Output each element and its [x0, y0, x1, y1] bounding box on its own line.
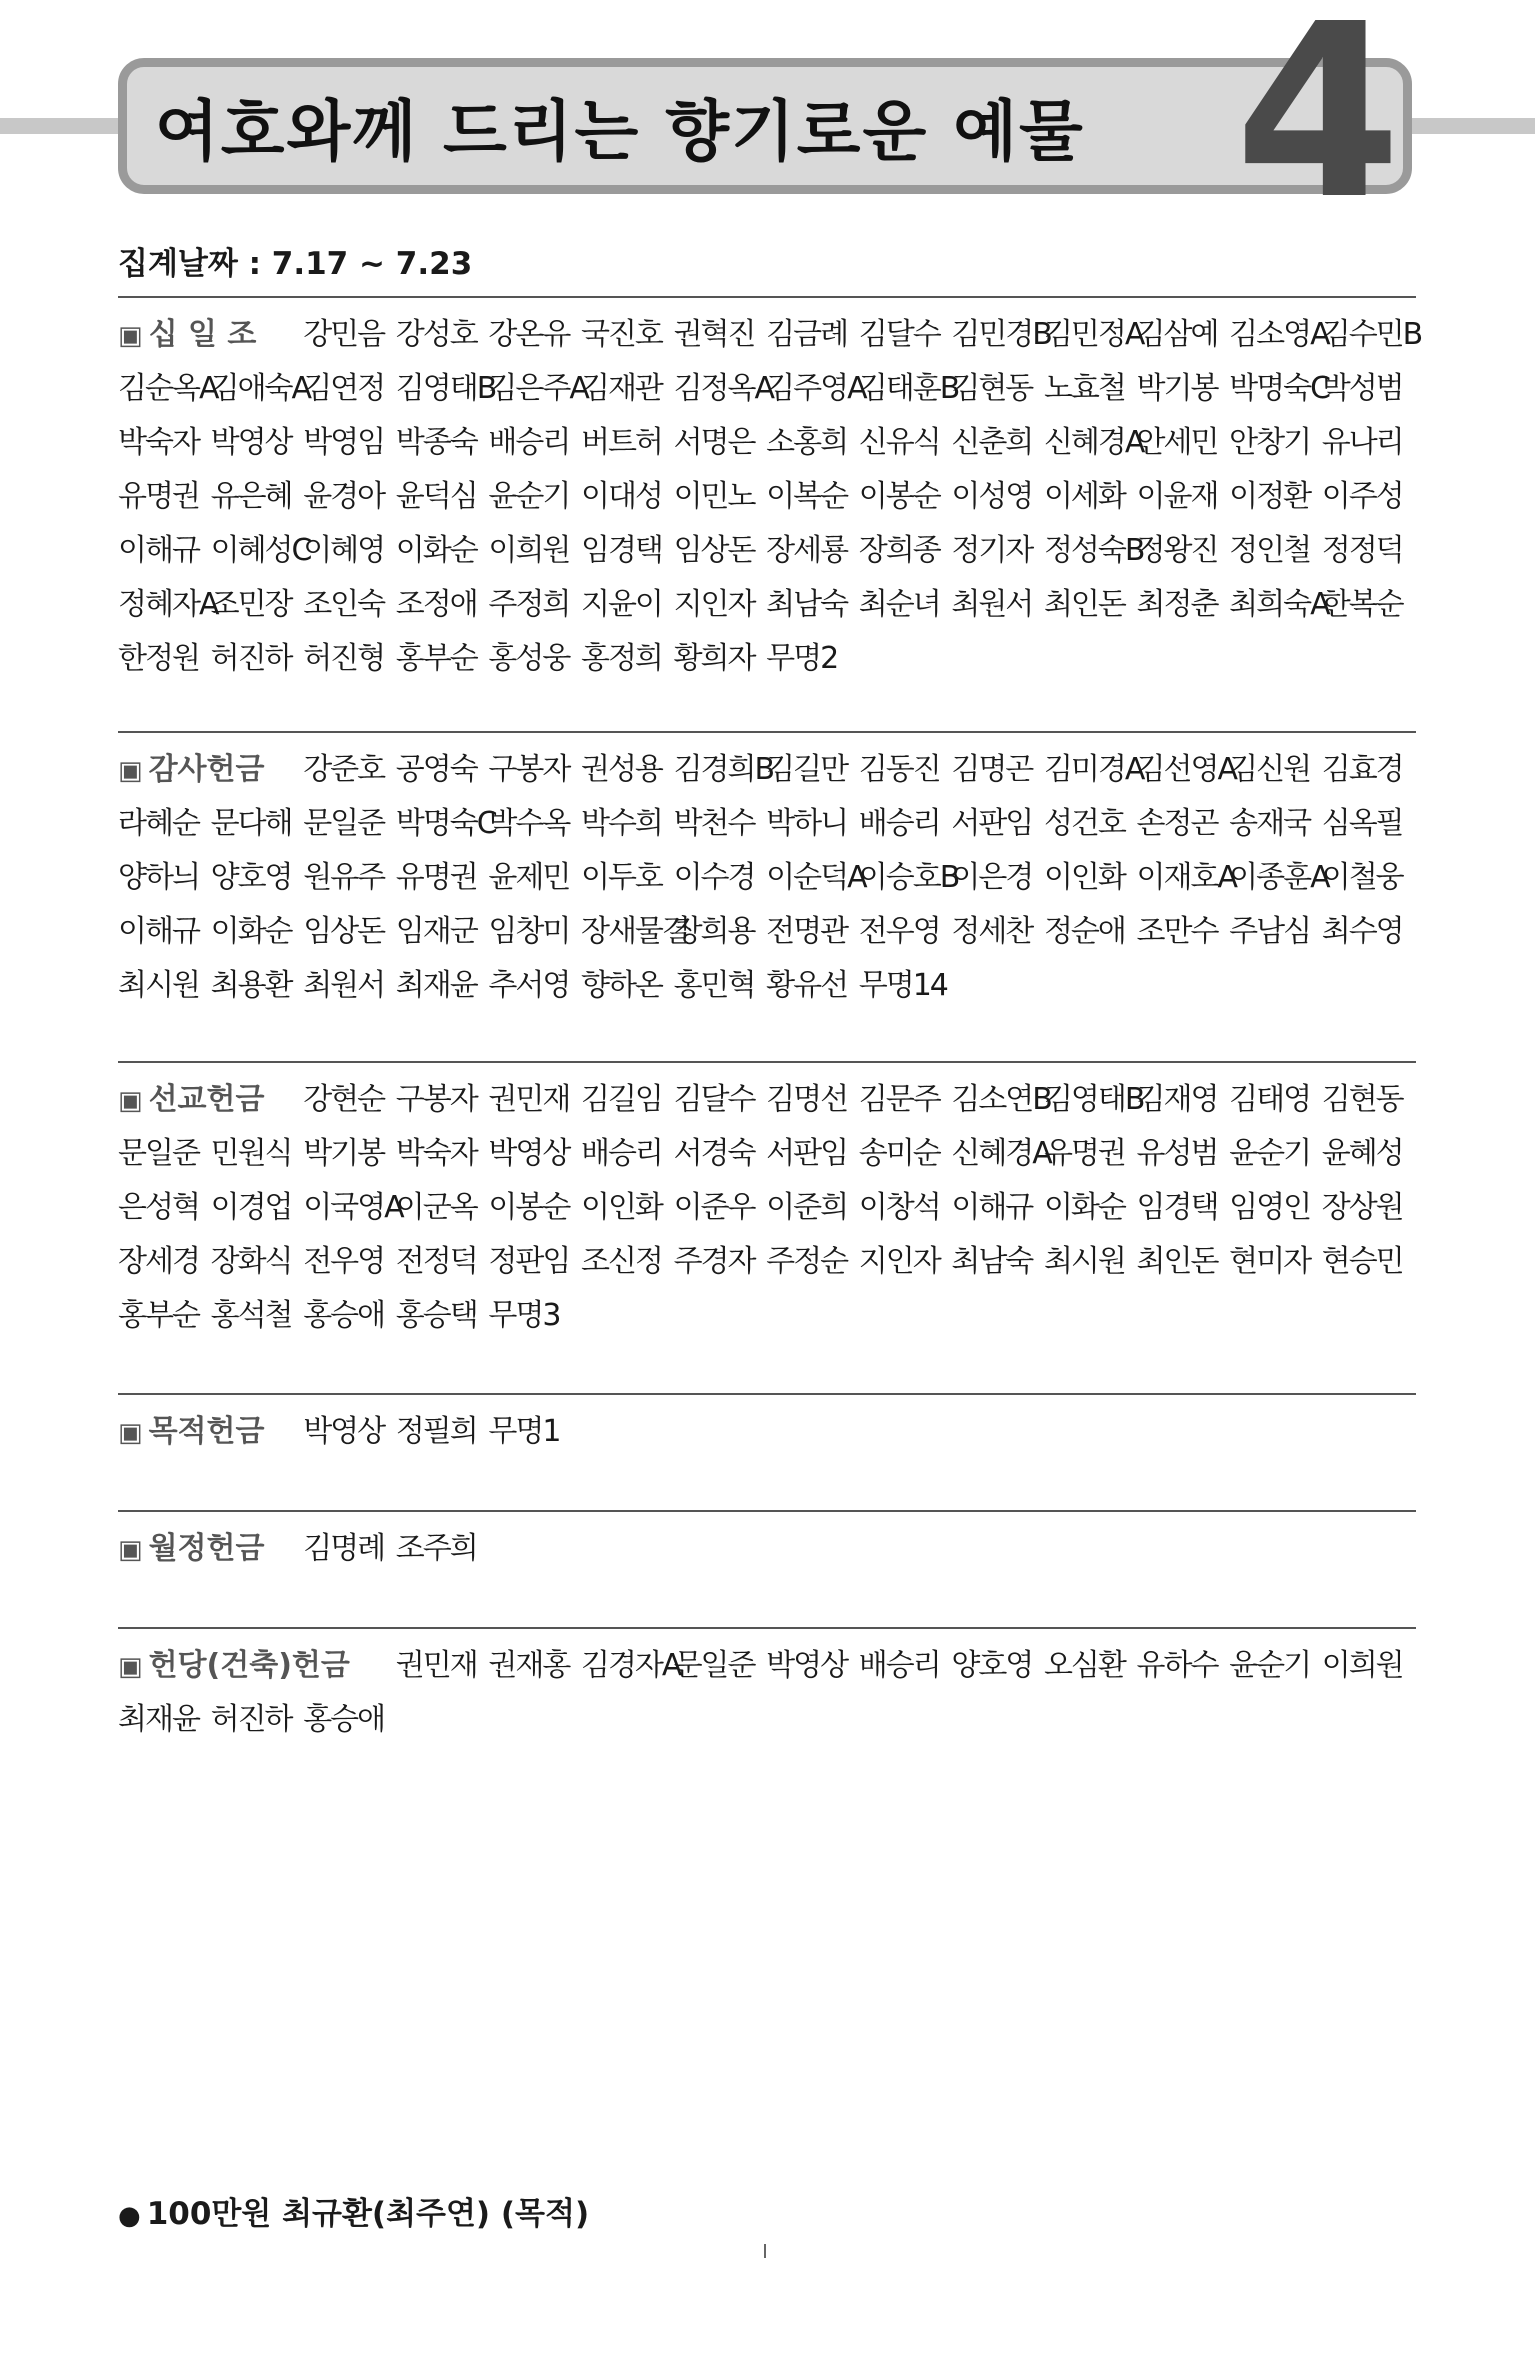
donor-name: 홍승애	[303, 1298, 385, 1333]
donor-name: 최수영	[1321, 914, 1403, 949]
donor-name: 황희자	[673, 641, 755, 676]
donor-name: 유명권	[395, 860, 477, 895]
donor-name: 권성용	[580, 752, 662, 787]
donor-name: 최원서	[303, 968, 385, 1003]
footnote-text: 100만원 최규환(최주연) (목적)	[146, 2196, 590, 2232]
donor-name: 조인숙	[303, 587, 385, 622]
donor-name: 성건호	[1043, 806, 1125, 841]
donor-name: 윤경아	[303, 479, 385, 514]
donor-name: 김현동	[1321, 1082, 1403, 1117]
donor-name: 장세룡	[766, 533, 848, 568]
donor-name: 최재윤	[395, 968, 477, 1003]
donor-name: 김삼예	[1136, 317, 1218, 352]
section-building	[118, 1627, 1416, 1747]
square-bullet-icon: ▣	[118, 1535, 143, 1565]
donor-name: 윤덕심	[395, 479, 477, 514]
donor-name: 박명숙C	[395, 806, 496, 841]
donor-name: 홍민혁	[673, 968, 755, 1003]
donor-name: 최정춘	[1136, 587, 1218, 622]
donor-name: 민원식	[210, 1136, 292, 1171]
donor-name: 이승호B	[858, 860, 959, 895]
donor-name: 이주성	[1321, 479, 1403, 514]
donor-name: 김동진	[858, 752, 940, 787]
donor-name: 지인자	[858, 1244, 940, 1279]
donor-name: 김연정	[303, 371, 385, 406]
donor-name: 허진형	[303, 641, 385, 676]
donor-name: 장상원	[1321, 1190, 1403, 1225]
donor-name: 김명곤	[951, 752, 1033, 787]
donor-name: 현미자	[1229, 1244, 1311, 1279]
donor-name: 문다해	[210, 806, 292, 841]
donor-name: 이복순	[766, 479, 848, 514]
donor-name: 정정덕	[1321, 533, 1403, 568]
donor-name: 유나리	[1321, 425, 1403, 460]
donor-name: 조주희	[395, 1531, 477, 1566]
donor-name: 유하수	[1136, 1648, 1218, 1683]
donor-name: 이철웅	[1321, 860, 1403, 895]
donor-name: 김태훈B	[858, 371, 959, 406]
donor-name: 박숙자	[118, 425, 199, 460]
donor-name: 최인돈	[1136, 1244, 1218, 1279]
donor-name: 윤제민	[488, 860, 570, 895]
section-monthly	[118, 1510, 1416, 1576]
donor-name: 김애숙A	[210, 371, 311, 406]
donor-name: 김길임	[580, 1082, 662, 1117]
donor-name: 홍부순	[395, 641, 477, 676]
donor-name: 조만수	[1136, 914, 1218, 949]
donor-name: 권재홍	[488, 1648, 570, 1683]
section-label	[118, 308, 303, 362]
donor-name: 김은주A	[488, 371, 588, 406]
section-label-text: 선교헌금	[148, 1082, 265, 1117]
donor-name: 김경자A	[580, 1648, 681, 1683]
donor-name: 송미순	[858, 1136, 940, 1171]
donor-name: 유성범	[1136, 1136, 1218, 1171]
donor-name: 이혜성C	[210, 533, 311, 568]
donor-name: 박숙자	[395, 1136, 477, 1171]
donor-name: 강준호	[303, 752, 385, 787]
donor-name: 이윤재	[1136, 479, 1218, 514]
donor-name: 김길만	[766, 752, 848, 787]
donor-name: 이경업	[210, 1190, 292, 1225]
donor-name: 홍승택	[395, 1298, 477, 1333]
donor-name: 김민정A	[1043, 317, 1144, 352]
donor-name: 소홍희	[766, 425, 848, 460]
donor-name: 홍정희	[580, 641, 662, 676]
donor-name: 버트허	[580, 425, 662, 460]
donor-name: 윤순기	[488, 479, 570, 514]
donor-name: 최용환	[210, 968, 292, 1003]
donor-name: 라혜순	[118, 806, 199, 841]
donor-name: 정혜자A	[118, 587, 218, 622]
donor-name: 주정순	[766, 1244, 848, 1279]
donor-name: 신춘희	[951, 425, 1033, 460]
donor-name: 이종훈A	[1229, 860, 1329, 895]
donor-name: 박기봉	[303, 1136, 385, 1171]
donor-name: 이성영	[951, 479, 1033, 514]
donor-name: 김순옥A	[118, 371, 218, 406]
footnote	[118, 2188, 589, 2233]
section-mission	[118, 1061, 1416, 1343]
donor-name: 김미경A	[1043, 752, 1144, 787]
donor-name: 양하늬	[118, 860, 199, 895]
section-label-text: 감사헌금	[148, 752, 265, 787]
donor-name: 이민노	[673, 479, 755, 514]
donor-name: 이희원	[488, 533, 570, 568]
donor-name: 최원서	[951, 587, 1033, 622]
donor-name: 심옥필	[1321, 806, 1403, 841]
chapter-number: 4	[1234, 0, 1402, 252]
donor-name: 박영상	[210, 425, 292, 460]
donor-name: 안창기	[1229, 425, 1311, 460]
donor-name: 윤순기	[1229, 1648, 1311, 1683]
donor-name: 이화순	[210, 914, 292, 949]
donor-name: 김재영	[1136, 1082, 1218, 1117]
donor-name: 이수경	[673, 860, 755, 895]
donor-name: 임재군	[395, 914, 477, 949]
section-label-text: 목적헌금	[148, 1414, 265, 1449]
donor-name: 서판임	[766, 1136, 848, 1171]
donor-name: 국진호	[580, 317, 662, 352]
donor-name: 서경숙	[673, 1136, 755, 1171]
donor-name: 권민재	[395, 1648, 477, 1683]
donor-name: 김명례	[303, 1531, 385, 1566]
donor-name: 임영인	[1229, 1190, 1311, 1225]
donor-name: 홍성웅	[488, 641, 570, 676]
donor-name: 원유주	[303, 860, 385, 895]
donor-name: 황유선	[766, 968, 848, 1003]
donor-name: 유명권	[118, 479, 199, 514]
donor-name: 이대성	[580, 479, 662, 514]
donor-name: 조신정	[580, 1244, 662, 1279]
donor-name: 주남심	[1229, 914, 1311, 949]
donor-name: 정판임	[488, 1244, 570, 1279]
donor-name: 최남숙	[766, 587, 848, 622]
donor-name: 무명2	[766, 641, 838, 676]
bullet-icon: ●	[118, 2201, 141, 2231]
donor-name: 최남숙	[951, 1244, 1033, 1279]
donor-name: 김금례	[766, 317, 848, 352]
donor-name: 강현순	[303, 1082, 385, 1117]
square-bullet-icon: ▣	[118, 321, 143, 351]
section-tithe	[118, 296, 1422, 686]
donor-name: 추서영	[488, 968, 570, 1003]
donor-name: 김재관	[580, 371, 662, 406]
donor-name: 이준우	[673, 1190, 755, 1225]
section-label	[118, 743, 303, 797]
donor-name: 임경택	[1136, 1190, 1218, 1225]
donor-name: 박영상	[766, 1648, 848, 1683]
donor-name: 문일준	[303, 806, 385, 841]
donor-name: 주경자	[673, 1244, 755, 1279]
donor-name: 김수민B	[1321, 317, 1422, 352]
donor-name: 이봉순	[858, 479, 940, 514]
page-marker	[764, 2244, 766, 2258]
donor-name: 이화순	[1043, 1190, 1125, 1225]
donor-name: 조민장	[210, 587, 292, 622]
donor-name: 장세경	[118, 1244, 199, 1279]
donor-name: 김문주	[858, 1082, 940, 1117]
donor-name: 양호영	[210, 860, 292, 895]
donor-name: 유은혜	[210, 479, 292, 514]
donor-name: 임상돈	[303, 914, 385, 949]
donor-name: 공영숙	[395, 752, 477, 787]
donor-name: 정인철	[1229, 533, 1311, 568]
donor-name: 정기자	[951, 533, 1033, 568]
donor-name: 전우영	[303, 1244, 385, 1279]
donor-name: 허진하	[210, 641, 292, 676]
donor-name: 박천수	[673, 806, 755, 841]
date-range: 집계날짜 : 7.17 ~ 7.23	[118, 246, 473, 282]
donor-name: 이혜영	[303, 533, 385, 568]
donor-name: 강민음	[303, 317, 385, 352]
donor-name: 최순녀	[858, 587, 940, 622]
donor-name: 김태영	[1229, 1082, 1311, 1117]
donor-name: 무명3	[488, 1298, 560, 1333]
donor-name: 정필희	[395, 1414, 477, 1449]
donor-name: 신유식	[858, 425, 940, 460]
donor-name: 장희종	[858, 533, 940, 568]
donor-name: 김선영A	[1136, 752, 1236, 787]
donor-name: 장화식	[210, 1244, 292, 1279]
donor-name: 이세화	[1043, 479, 1125, 514]
donor-name: 김신원	[1229, 752, 1311, 787]
square-bullet-icon: ▣	[118, 756, 143, 786]
donor-name: 이해규	[951, 1190, 1033, 1225]
section-label	[118, 1073, 303, 1127]
donor-name: 이은경	[951, 860, 1033, 895]
donor-name: 임경택	[580, 533, 662, 568]
donor-name: 김소연B	[951, 1082, 1051, 1117]
section-label-text: 십 일 조	[148, 317, 257, 352]
donor-name: 김달수	[673, 1082, 755, 1117]
donor-name: 이화순	[395, 533, 477, 568]
donor-name: 김명선	[766, 1082, 848, 1117]
donor-name: 김효경	[1321, 752, 1403, 787]
square-bullet-icon: ▣	[118, 1652, 143, 1682]
donor-name: 이군옥	[395, 1190, 477, 1225]
donor-name: 김민경B	[951, 317, 1051, 352]
donor-name: 배승리	[488, 425, 570, 460]
donor-name: 전명관	[766, 914, 848, 949]
donor-name: 김경희B	[673, 752, 774, 787]
donor-name: 김주영A	[766, 371, 866, 406]
donor-name: 임상돈	[673, 533, 755, 568]
donor-name: 이재호A	[1136, 860, 1236, 895]
donor-name: 무명1	[488, 1414, 560, 1449]
donor-name: 은성혁	[118, 1190, 199, 1225]
donor-name: 박영임	[303, 425, 385, 460]
section-thanks	[118, 731, 1416, 1013]
donor-name: 강성호	[395, 317, 477, 352]
donor-name: 한복순	[1321, 587, 1403, 622]
donor-name: 박수옥	[488, 806, 570, 841]
square-bullet-icon: ▣	[118, 1086, 143, 1116]
donor-name: 전우영	[858, 914, 940, 949]
donor-name: 안세민	[1136, 425, 1218, 460]
donor-name: 강온유	[488, 317, 570, 352]
donor-name: 임창미	[488, 914, 570, 949]
donor-name: 조정애	[395, 587, 477, 622]
donor-name: 이인화	[1043, 860, 1125, 895]
donor-name: 박영상	[488, 1136, 570, 1171]
donor-name: 유명권	[1043, 1136, 1125, 1171]
donor-name: 정왕진	[1136, 533, 1218, 568]
donor-name: 최시원	[1043, 1244, 1125, 1279]
donor-name: 박영상	[303, 1414, 385, 1449]
donor-name: 노효철	[1043, 371, 1125, 406]
donor-name: 문일준	[118, 1136, 199, 1171]
donor-name: 서명은	[673, 425, 755, 460]
donor-name: 손정곤	[1136, 806, 1218, 841]
donor-name: 홍승애	[303, 1702, 385, 1737]
donor-name: 김정옥A	[673, 371, 774, 406]
donor-name: 이해규	[118, 533, 199, 568]
donor-name: 오심환	[1043, 1648, 1125, 1683]
donor-name: 박하니	[766, 806, 848, 841]
donor-name: 박종숙	[395, 425, 477, 460]
donor-name: 이인화	[580, 1190, 662, 1225]
section-label	[118, 1405, 303, 1459]
donor-name: 구봉자	[395, 1082, 477, 1117]
donor-name: 윤혜성	[1321, 1136, 1403, 1171]
donor-name: 향하온	[580, 968, 662, 1003]
donor-name: 지인자	[673, 587, 755, 622]
donor-name: 홍부순	[118, 1298, 199, 1333]
donor-name: 이순덕A	[766, 860, 866, 895]
donor-name: 이희원	[1321, 1648, 1403, 1683]
section-label	[118, 1639, 396, 1693]
donor-name: 정세찬	[951, 914, 1033, 949]
square-bullet-icon: ▣	[118, 1418, 143, 1448]
section-label	[118, 1522, 303, 1576]
donor-name: 이두호	[580, 860, 662, 895]
donor-name: 박명숙C	[1229, 371, 1330, 406]
donor-name: 김영태B	[1043, 1082, 1144, 1117]
donor-name: 정순애	[1043, 914, 1125, 949]
donor-name: 정성숙B	[1043, 533, 1144, 568]
donor-name: 전정덕	[395, 1244, 477, 1279]
donor-name: 무명14	[858, 968, 947, 1003]
donor-name: 배승리	[580, 1136, 662, 1171]
donor-name: 이준희	[766, 1190, 848, 1225]
donor-name: 양호영	[951, 1648, 1033, 1683]
donor-name: 이봉순	[488, 1190, 570, 1225]
donor-name: 최희숙A	[1229, 587, 1329, 622]
section-purpose	[118, 1393, 1416, 1459]
donor-name: 이해규	[118, 914, 199, 949]
donor-name: 주정희	[488, 587, 570, 622]
donor-name: 박성범	[1321, 371, 1403, 406]
donor-name: 이정환	[1229, 479, 1311, 514]
donor-name: 박수희	[580, 806, 662, 841]
donor-name: 권민재	[488, 1082, 570, 1117]
donor-name: 문일준	[673, 1648, 755, 1683]
donor-name: 박기봉	[1136, 371, 1218, 406]
section-label-text: 월정헌금	[148, 1531, 265, 1566]
donor-name: 장새물결	[580, 914, 689, 949]
donor-name: 김달수	[858, 317, 940, 352]
donor-name: 현승민	[1321, 1244, 1403, 1279]
donor-name: 최인돈	[1043, 587, 1125, 622]
donor-name: 권혁진	[673, 317, 755, 352]
donor-name: 이창석	[858, 1190, 940, 1225]
donor-name: 신혜경A	[1043, 425, 1144, 460]
donor-name: 김현동	[951, 371, 1033, 406]
donor-name: 장희용	[673, 914, 755, 949]
donor-name: 최시원	[118, 968, 199, 1003]
donor-name: 배승리	[858, 1648, 940, 1683]
donor-name: 서판임	[951, 806, 1033, 841]
donor-name: 이국영A	[303, 1190, 403, 1225]
page-title: 여호와께 드리는 향기로운 예물	[155, 93, 1085, 170]
donor-name: 허진하	[210, 1702, 292, 1737]
donor-name: 최재윤	[118, 1702, 199, 1737]
donor-name: 지윤이	[580, 587, 662, 622]
donor-name: 구봉자	[488, 752, 570, 787]
donor-name: 김소영A	[1229, 317, 1329, 352]
donor-name: 송재국	[1229, 806, 1311, 841]
donor-name: 김영태B	[395, 371, 496, 406]
donor-name: 윤순기	[1229, 1136, 1311, 1171]
donor-name: 홍석철	[210, 1298, 292, 1333]
donor-name: 신혜경A	[951, 1136, 1051, 1171]
section-label-text: 헌당(건축)헌금	[148, 1648, 350, 1683]
donor-name: 한정원	[118, 641, 199, 676]
donor-name: 배승리	[858, 806, 940, 841]
